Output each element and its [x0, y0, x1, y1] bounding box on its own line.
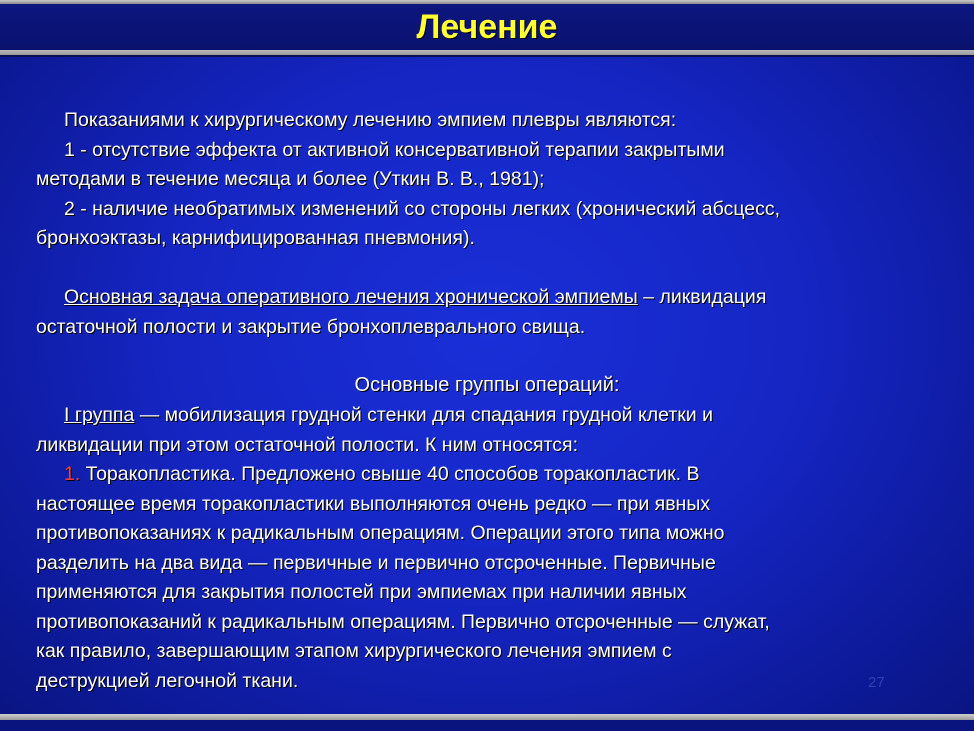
operation-groups-heading: Основные группы операций: [354, 374, 620, 396]
thoracoplasty-line-2: настоящее время торакопластики выполняются очень редко — при явных [36, 492, 711, 515]
thoracoplasty-line-1 [36, 460, 956, 490]
main-task-underlined: Основная задача оперативного лечения хронической эмпиемы [64, 286, 638, 308]
group-1-text-first: — мобилизация грудной стенки для спадания грудной клетки и [134, 404, 713, 426]
indication-1-rest: методами в течение месяца и более (Уткин В. В., 1981); [36, 168, 545, 190]
group-1-paragraph [36, 401, 956, 696]
thoracoplasty-line-5: применяются для закрытия полостей при эмпиемах при наличии явных [36, 581, 687, 603]
thoracoplasty-number: 1. [64, 463, 81, 485]
group-1-label: I группа [64, 404, 135, 426]
slide-title: Лечение [416, 8, 558, 46]
page-number: 27 [868, 674, 885, 691]
indication-2-first: 2 - наличие необратимых изменений со стороны легких (хронический абсцесс, [64, 197, 781, 220]
main-task-paragraph [36, 283, 956, 342]
thoracoplasty-line-7: как правило, завершающим этапом хирургического лечения эмпием с [36, 640, 672, 662]
thoracoplasty-line-3: противопоказаниях к радикальным операциям. Операции этого типа можно [36, 522, 725, 544]
thoracoplasty-line-4: разделить на два вида — первичные и первично отсроченные. Первичные [36, 551, 716, 574]
thoracoplasty-line-6: противопоказаний к радикальным операциям. Первично отсроченные — служат, [36, 610, 770, 633]
thoracoplasty-line-8: деструкцией легочной ткани. [36, 669, 299, 692]
indications-intro: Показаниями к хирургическому лечению эмпием плевры являются: [64, 109, 677, 131]
main-task-line-1 [36, 283, 956, 313]
main-task-line-2: остаточной полости и закрытие бронхоплеврального свища. [36, 315, 586, 338]
group-1-line-2: ликвидации при этом остаточной полости. К ним относятся: [36, 433, 579, 456]
group-1-line-1 [36, 401, 956, 431]
indications-paragraph [36, 106, 956, 254]
indication-1-first: 1 - отсутствие эффекта от активной консервативной терапии закрытыми [64, 138, 725, 161]
footer-band [0, 720, 974, 731]
main-task-rest-first: – ликвидация [637, 286, 767, 308]
indication-2-rest: бронхоэктазы, карнифицированная пневмония). [36, 227, 475, 249]
title-bottom-rule [0, 50, 974, 55]
thoracoplasty-line-1-text: Торакопластика. Предложено свыше 40 способов торакопластик. В [80, 463, 700, 485]
